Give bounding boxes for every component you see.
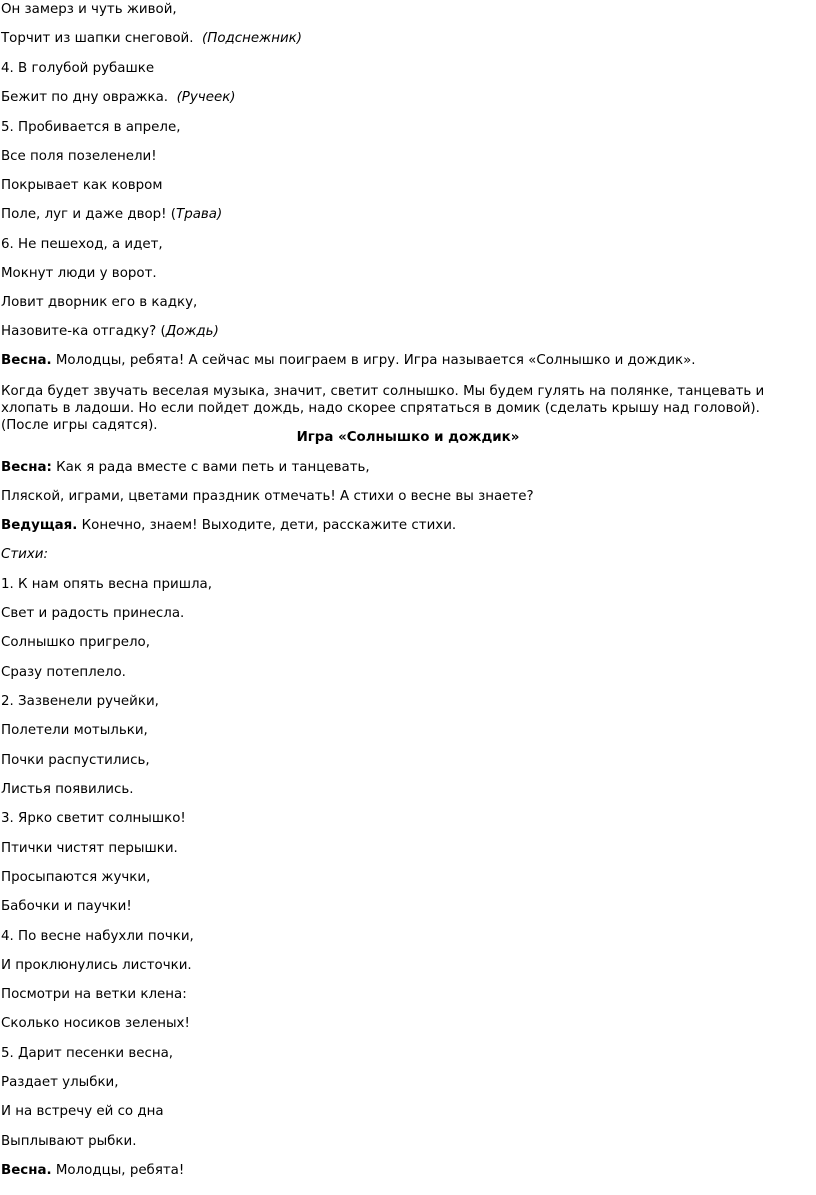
line-text: 6. Не пешеход, а идет,: [1, 237, 163, 252]
poem-line: [1, 782, 134, 798]
poem-line: [1, 149, 157, 165]
poem-line: [1, 870, 150, 886]
line-text: Птички чистят перышки.: [1, 841, 178, 856]
dialogue-line: [1, 460, 370, 476]
poem-line: [1, 958, 192, 974]
line-text: Бабочки и паучки!: [1, 899, 132, 914]
line-text: Все поля позеленели!: [1, 149, 157, 164]
speaker-name: Ведущая.: [1, 518, 78, 533]
riddle-answer: Дождь): [165, 324, 219, 339]
riddle-answer: (Подснежник): [202, 31, 302, 46]
line-text: Молодцы, ребята! А сейчас мы поиграем в игру. Игра называется «Солнышко и дождик».: [51, 353, 696, 368]
poem-line: [1, 723, 148, 739]
poem-line: [1, 1046, 173, 1062]
poem-line: [1, 1075, 119, 1091]
line-text: Покрывает как ковром: [1, 178, 163, 193]
line-text: 2. Зазвенели ручейки,: [1, 694, 159, 709]
line-text: Мокнут люди у ворот.: [1, 266, 157, 281]
riddle-answer: (Ручеек): [176, 90, 236, 105]
poem-line: [1, 2, 177, 18]
poem-line: [1, 841, 178, 857]
paragraph-text: Когда будет звучать веселая музыка, значит, светит солнышко. Мы будем гулять на полянке, танцевать и хлопать в ладоши. Но если пойдет дождь, надо скорее спрятаться в домик (сделать крышу над головой). (После игры садятся).: [1, 384, 765, 433]
poem-line: [1, 31, 302, 47]
label-text: Стихи:: [1, 547, 48, 562]
poem-line: [1, 665, 126, 681]
dialogue-line: [1, 1163, 184, 1179]
riddle-answer: Трава): [176, 207, 223, 222]
line-text: И проклюнулись листочки.: [1, 958, 192, 973]
poem-line: [1, 295, 197, 311]
section-heading: [0, 430, 816, 446]
line-text: 5. Пробивается в апреле,: [1, 120, 181, 135]
line-text: Торчит из шапки снеговой.: [1, 31, 194, 46]
line-text: Бежит по дну овражка.: [1, 90, 169, 105]
line-text: Поле, луг и даже двор! (: [1, 207, 177, 222]
speaker-name: Весна.: [1, 1163, 52, 1178]
poem-line: [1, 90, 236, 106]
poem-line: [1, 929, 194, 945]
heading-text: Игра «Солнышко и дождик»: [296, 430, 520, 445]
line-text: Почки распустились,: [1, 753, 150, 768]
poem-line: [1, 577, 212, 593]
poem-line: [1, 1104, 164, 1120]
line-text: Сколько носиков зеленых!: [1, 1016, 190, 1031]
dialogue-line: [1, 353, 696, 369]
poem-line: [1, 606, 184, 622]
poem-line: [1, 324, 219, 340]
poems-label: [1, 547, 48, 563]
line-text: Молодцы, ребята!: [51, 1163, 185, 1178]
line-text: И на встречу ей со дна: [1, 1104, 164, 1119]
poem-line: [1, 178, 162, 194]
poem-line: [1, 266, 157, 282]
poem-line: [1, 694, 159, 710]
poem-line: [1, 61, 154, 77]
line-text: Выплывают рыбки.: [1, 1134, 137, 1149]
poem-line: [1, 120, 180, 136]
poem-line: [1, 635, 150, 651]
speaker-name: Весна:: [1, 460, 52, 475]
line-text: 4. В голубой рубашке: [1, 61, 155, 76]
poem-line: [1, 207, 222, 223]
line-text: 1. К нам опять весна пришла,: [1, 577, 213, 592]
line-text: Полетели мотыльки,: [1, 723, 148, 738]
line-text: Солнышко пригрело,: [1, 635, 150, 650]
poem-line: [1, 811, 186, 827]
poem-line: [1, 1134, 136, 1150]
line-text: 3. Ярко светит солнышко!: [1, 811, 186, 826]
line-text: Конечно, знаем! Выходите, дети, расскажите стихи.: [77, 518, 457, 533]
line-text: 4. По весне набухли почки,: [1, 929, 194, 944]
line-text: Он замерз и чуть живой,: [1, 2, 177, 17]
line-text: Как я рада вместе с вами петь и танцевать,: [51, 460, 370, 475]
line-text: Просыпаются жучки,: [1, 870, 151, 885]
dialogue-line: [1, 518, 456, 534]
line-text: Назовите-ка отгадку? (: [1, 324, 166, 339]
poem-line: [1, 753, 150, 769]
poem-line: [1, 1016, 190, 1032]
line-text: Свет и радость принесла.: [1, 606, 185, 621]
line-text: Сразу потеплело.: [1, 665, 126, 680]
poem-line: [1, 237, 163, 253]
line-text: Пляской, играми, цветами праздник отмечать! А стихи о весне вы знаете?: [1, 489, 534, 504]
poem-line: [1, 899, 132, 915]
instruction-paragraph: [1, 383, 801, 434]
line-text: Посмотри на ветки клена:: [1, 987, 187, 1002]
poem-line: [1, 987, 187, 1003]
line-text: Раздает улыбки,: [1, 1075, 119, 1090]
dialogue-line: [1, 489, 534, 505]
line-text: 5. Дарит песенки весна,: [1, 1046, 174, 1061]
speaker-name: Весна.: [1, 353, 52, 368]
line-text: Листья появились.: [1, 782, 134, 797]
line-text: Ловит дворник его в кадку,: [1, 295, 198, 310]
